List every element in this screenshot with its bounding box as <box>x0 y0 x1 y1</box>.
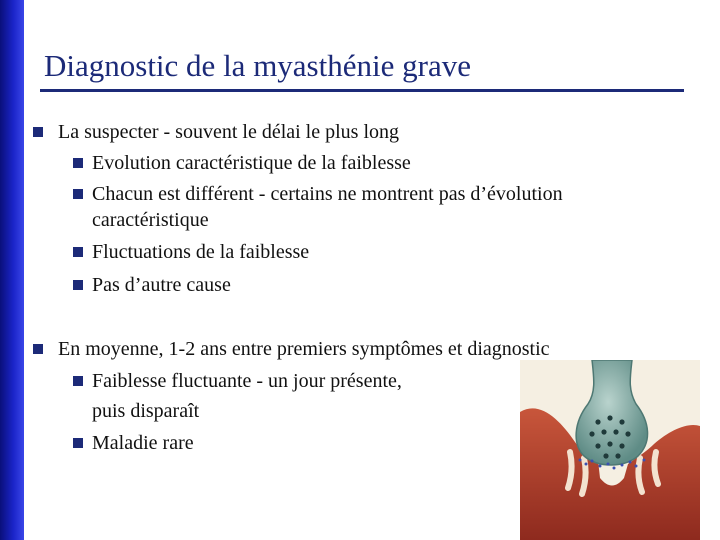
bullet-2-text: En moyenne, 1-2 ans entre premiers symptômes et diagnostic <box>58 338 550 360</box>
bullet-square-icon <box>33 127 43 137</box>
sub-bullet-square-icon <box>73 247 83 257</box>
left-accent-bar <box>0 0 24 540</box>
sub-bullet-1-4: Pas d’autre cause <box>92 274 231 296</box>
bullet-square-icon <box>33 344 43 354</box>
sub-bullet-2-1-cont: puis disparaît <box>92 400 200 422</box>
slide-title: Diagnostic de la myasthénie grave <box>44 48 471 83</box>
sub-bullet-1-1: Evolution caractéristique de la faiblesse <box>92 152 411 174</box>
sub-bullet-square-icon <box>73 280 83 290</box>
sub-bullet-square-icon <box>73 376 83 386</box>
sub-bullet-1-3: Fluctuations de la faiblesse <box>92 241 310 263</box>
sub-bullet-2-2: Maladie rare <box>92 432 194 454</box>
neuromuscular-junction-illustration <box>520 360 700 540</box>
sub-bullet-square-icon <box>73 189 83 199</box>
title-underline <box>40 89 684 92</box>
sub-bullet-square-icon <box>73 158 83 168</box>
sub-bullet-2-1: Faiblesse fluctuante - un jour présente, <box>92 370 402 392</box>
sub-bullet-1-2: Chacun est différent - certains ne montrent pas d’évolution <box>92 183 563 205</box>
sub-bullet-1-2-cont: caractéristique <box>92 209 209 231</box>
bullet-1-text: La suspecter - souvent le délai le plus long <box>58 121 400 143</box>
sub-bullet-square-icon <box>73 438 83 448</box>
